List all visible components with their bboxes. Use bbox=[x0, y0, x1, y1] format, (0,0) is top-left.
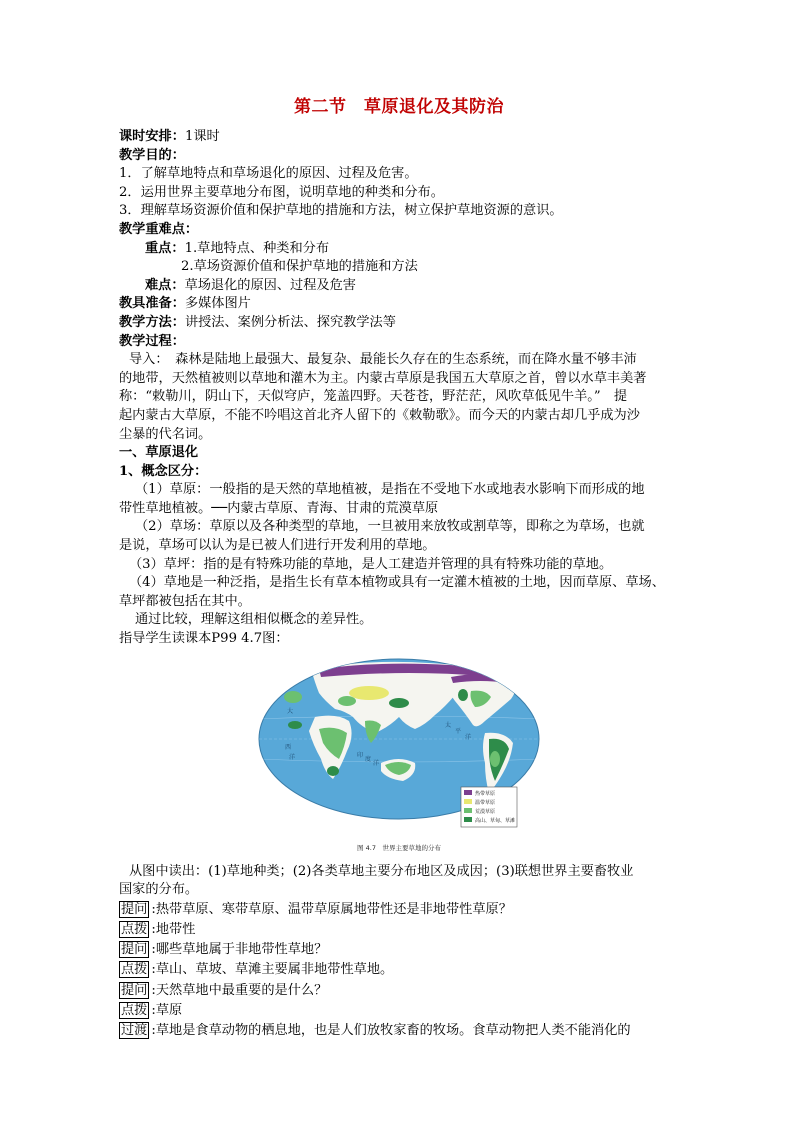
concepts-heading: 1、概念区分： bbox=[119, 463, 208, 479]
objectives-heading: 教学目的： bbox=[119, 147, 185, 163]
ocean-label-indian-2: 度 bbox=[365, 755, 372, 763]
concept-3: （3）草坪：指的是有特殊功能的草地，是人工建造并管理的具有特殊功能的草地。 bbox=[129, 556, 613, 572]
sa-temperate-grass bbox=[490, 751, 500, 767]
difficulty-line bbox=[119, 277, 679, 296]
intro-line-5: 尘暴的代名词。 bbox=[119, 426, 212, 442]
compare-note: 通过比较，理解这组相似概念的差异性。 bbox=[135, 612, 373, 628]
process-heading: 教学过程： bbox=[119, 333, 185, 349]
na-alpine-grass bbox=[458, 689, 468, 701]
grassland-map-figure bbox=[119, 655, 679, 853]
intro-line-3: 称：“敕勒川，阴山下，天似穹庐，笼盖四野。天苍苍，野茫茫，风吹草低见牛羊。” 提 bbox=[119, 389, 628, 405]
reading-line-1: 从图中读出：(1)草地种类；(2)各类草地主要分布地区及成因；(3)联想世界主要畜牧业 bbox=[129, 863, 634, 879]
intro-line-1: 导入： 森林是陆地上最强大、最复杂、最能长久存在的生态系统，而在降水量不够丰沛 bbox=[129, 352, 637, 368]
legend-label-tropical: 热带草原 bbox=[475, 790, 496, 797]
tools-label: 教具准备： bbox=[119, 296, 185, 312]
ocean-label-atlantic-3: 洋 bbox=[289, 753, 296, 761]
difficulty-label: 难点： bbox=[145, 277, 185, 293]
europe-grass bbox=[284, 691, 302, 703]
legend-label-desert: 荒漠草原 bbox=[475, 808, 496, 815]
document-page bbox=[119, 96, 679, 1041]
keypoints-heading: 教学重难点： bbox=[119, 221, 199, 237]
qa-text: 热带草原、寒带草原、温带草原属地带性还是非地带性草原？ bbox=[155, 901, 512, 917]
legend-swatch-tropical bbox=[464, 790, 472, 795]
objective-item-1: 1．了解草地特点和草场退化的原因、过程及危害。 bbox=[119, 166, 418, 182]
asia-temperate-grass bbox=[349, 686, 389, 700]
qa-text: 地带性 bbox=[155, 922, 196, 938]
methods-line bbox=[119, 314, 679, 333]
ocean-label-indian-3: 洋 bbox=[373, 759, 380, 767]
schedule-value: 1课时 bbox=[184, 129, 220, 144]
difficulty-value: 草场退化的原因、过程及危害 bbox=[184, 277, 356, 293]
qa-text: 草山、草坡、草滩主要属非地带性草地。 bbox=[155, 962, 394, 978]
ocean-label-indian-1: 印 bbox=[357, 751, 364, 759]
page-title: 第二节 草原退化及其防治 bbox=[294, 97, 504, 117]
qa-tag: 过渡 bbox=[121, 1023, 148, 1039]
qa-tag: 点拨 bbox=[121, 922, 148, 938]
key-point-line-1 bbox=[119, 240, 679, 259]
concept-1-line-2: 带性草地植被。──内蒙古草原、青海、甘肃的荒漠草原 bbox=[119, 500, 439, 516]
qa-text: 哪些草地属于非地带性草地？ bbox=[155, 942, 328, 958]
qa-item: 点拨 :地带性 bbox=[121, 922, 196, 938]
concept-1-line-1: （1）草原：一般指的是天然的草地植被，是指在不受地下水或地表水影响下而形成的地 bbox=[135, 482, 645, 498]
objective-item-3: 3．理解草场资源价值和保护草地的措施和方法，树立保护草地资源的意识。 bbox=[119, 203, 563, 219]
tools-line bbox=[119, 295, 679, 314]
intro-line-4: 起内蒙古大草原，不能不吟唱这首北齐人留下的《敕勒歌》。而今天的内蒙古却几乎成为沙 bbox=[119, 407, 640, 423]
qa-tag: 点拨 bbox=[121, 962, 148, 978]
legend-swatch-alpine bbox=[464, 817, 472, 822]
asia-desert-grass bbox=[338, 696, 356, 706]
key-point-1: 1.草地特点、种类和分布 bbox=[184, 240, 330, 256]
ocean-label-pacific-1: 太 bbox=[445, 721, 452, 729]
concept-2-line-2: 是说，草场可以认为是已被人们进行开发利用的草地。 bbox=[119, 538, 436, 554]
qa-text: 天然草地中最重要的是什么？ bbox=[155, 982, 328, 998]
africa-south-grass bbox=[327, 766, 339, 776]
tools-value: 多媒体图片 bbox=[184, 296, 251, 312]
map-legend bbox=[461, 787, 517, 827]
qa-text: 草原 bbox=[155, 1002, 183, 1018]
section-heading-1: 一、草原退化 bbox=[119, 445, 199, 461]
qa-item: 提问 :天然草地中最重要的是什么？ bbox=[121, 982, 328, 998]
qa-item: 点拨 :草原 bbox=[121, 1002, 183, 1018]
legend-swatch-desert bbox=[464, 808, 472, 813]
world-grassland-map bbox=[249, 655, 549, 841]
qa-item: 提问 :热带草原、寒带草原、温带草原属地带性还是非地带性草原？ bbox=[121, 901, 512, 917]
legend-swatch-temperate bbox=[464, 799, 472, 804]
qa-text: 草地是食草动物的栖息地，也是人们放牧家畜的牧场。食草动物把人类不能消化的 bbox=[155, 1023, 631, 1039]
methods-value: 讲授法、案例分析法、探究教学法等 bbox=[184, 314, 396, 330]
map-caption: 图 4.7 世界主要草地的分布 bbox=[357, 843, 441, 852]
concept-4-line-2: 草坪都被包括在其中。 bbox=[119, 593, 251, 609]
ocean-label-atlantic-1: 大 bbox=[287, 707, 294, 715]
qa-tag: 提问 bbox=[121, 942, 148, 958]
key-point-2: 2.草场资源价值和保护草地的措施和方法 bbox=[181, 259, 418, 275]
ocean-label-pacific-2: 平 bbox=[455, 727, 462, 735]
methods-label: 教学方法： bbox=[119, 314, 185, 330]
concept-2-line-1: （2）草场：草原以及各种类型的草地，一旦被用来放牧或割草等，即称之为草场，也就 bbox=[135, 519, 645, 535]
guide-note: 指导学生读课本P99 4.7图： bbox=[119, 631, 289, 647]
schedule-label: 课时安排： bbox=[119, 129, 185, 144]
qa-item: 过渡 :草地是食草动物的栖息地，也是人们放牧家畜的牧场。食草动物把人类不能消化的 bbox=[121, 1023, 631, 1039]
reading-line-2: 国家的分布。 bbox=[119, 882, 199, 898]
objective-item-2: 2．运用世界主要草地分布图，说明草地的种类和分布。 bbox=[119, 184, 444, 200]
qa-tag: 点拨 bbox=[121, 1002, 148, 1018]
greenland-land bbox=[267, 675, 287, 691]
key-point-label: 重点： bbox=[145, 240, 185, 256]
schedule-line bbox=[119, 128, 679, 147]
qa-item: 点拨 :草山、草坡、草滩主要属非地带性草地。 bbox=[121, 962, 394, 978]
concept-4-line-1: （4）草地是一种泛指，是指生长有草本植物或具有一定灌木植被的土地，因而草原、草场、 bbox=[129, 575, 665, 591]
intro-line-2: 的地带，天然植被则以草地和灌木为主。内蒙古草原是我国五大草原之首，曾以水草丰美著 bbox=[119, 370, 647, 386]
legend-label-temperate: 温带草原 bbox=[475, 799, 496, 806]
qa-tag: 提问 bbox=[121, 901, 148, 917]
ocean-label-pacific-3: 洋 bbox=[465, 733, 472, 741]
legend-label-alpine: 高山、草甸、草滩 bbox=[475, 817, 516, 824]
qa-item: 提问 :哪些草地属于非地带性草地？ bbox=[121, 942, 328, 958]
ocean-label-atlantic-2: 西 bbox=[285, 743, 292, 751]
qa-tag: 提问 bbox=[121, 982, 148, 998]
west-africa-grass bbox=[288, 721, 302, 729]
asia-alpine-grass bbox=[389, 698, 409, 708]
